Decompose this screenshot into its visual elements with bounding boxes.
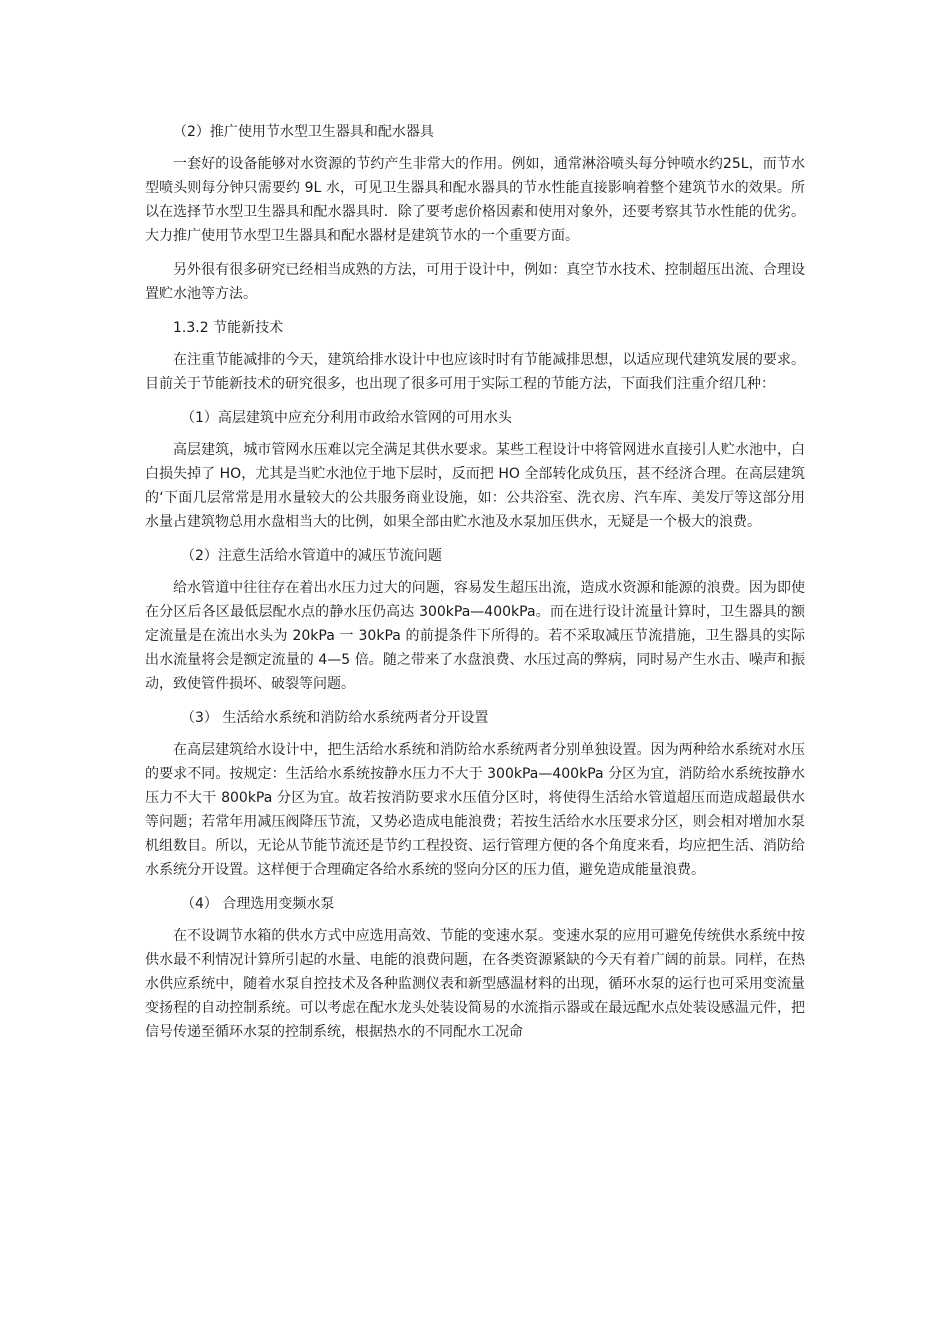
paragraph: 给水管道中往往存在着出水压力过大的问题，容易发生超压出流，造成水资源和能源的浪费。因为即使在分区后各区最低层配水点的静水压仍高达 300kPa—400kPa。而在进行设计流量计算时，卫生器具的额定流量是在流出水头为 20kPa 一 30kPa 的前提条件下所得的。若不采取减压节流措施，卫生器具的实际出水流量将会是额定流量的 4—5 倍。随之带来了水盘浪费、水压过高的弊病，同时易产生水击、噪声和振动，致使管件损坏、破裂等问题。: [145, 580, 805, 692]
section-heading: （1）高层建筑中应充分利用市政给水管网的可用水头: [181, 410, 512, 426]
paragraph: 另外很有很多研究已经相当成熟的方法，可用于设计中，例如：真空节水技术、控制超压出流、合理设置贮水池等方法。: [145, 262, 805, 302]
section-heading: （2）注意生活给水管道中的减压节流问题: [181, 548, 442, 564]
document-page: [145, 120, 805, 1054]
section-heading: （4） 合理选用变频水泵: [181, 896, 335, 912]
section-heading: （2）推广使用节水型卫生器具和配水器具: [173, 124, 434, 140]
paragraph: 在注重节能减排的今天，建筑给排水设计中也应该时时有节能减排思想，以适应现代建筑发展的要求。目前关于节能新技术的研究很多，也出现了很多可用于实际工程的节能方法，下面我们注重介绍几种：: [145, 352, 805, 392]
paragraph: 一套好的设备能够对水资源的节约产生非常大的作用。例如，通常淋浴喷头每分钟喷水约25L，而节水型喷头则每分钟只需要约 9L 水，可见卫生器具和配水器具的节水性能直接影响着整个建筑节水的效果。所以在选择节水型卫生器具和配水器具时．除了要考虑价格因素和使用对象外，还要考察其节水性能的优劣。大力推广使用节水型卫生器具和配水器材是建筑节水的一个重要方面。: [145, 156, 805, 244]
paragraph: 高层建筑，城市管网水压难以完全满足其供水要求。某些工程设计中将管网进水直接引人贮水池中，白白损失掉了 HO，尤其是当贮水池位于地下层时，反而把 HO 全部转化成负压，甚不经济合理。在高层建筑的‘下面几层常常是用水量较大的公共服务商业设施，如：公共浴室、洗衣房、汽车库、美发厅等这部分用水量占建筑物总用水盘相当大的比例，如果全部由贮水池及水泵加压供水，无疑是一个极大的浪费。: [145, 442, 805, 530]
section-heading: 1.3.2 节能新技术: [173, 320, 284, 336]
paragraph: 在高层建筑给水设计中，把生活给水系统和消防给水系统两者分别单独设置。因为两种给水系统对水压的要求不同。按规定：生活给水系统按静水压力不大于 300kPa—400kPa 分区为宜，消防给水系统按静水压力不大干 800kPa 分区为宜。故若按消防要求水压值分区时，将使得生活给水管道超压而造成超最供水等问题；若常年用减压阀降压节流，又势必造成电能浪费；若按生活给水水压要求分区，则会相对增加水泵机组数目。所以，无论从节能节流还是节约工程投资、运行管理方便的各个角度来看，均应把生活、消防给水系统分开设置。这样便于合理确定各给水系统的竖向分区的压力值，避免造成能量浪费。: [145, 742, 805, 878]
paragraph: 在不设调节水箱的供水方式中应选用高效、节能的变速水泵。变速水泵的应用可避免传统供水系统中按供水最不利情况计算所引起的水量、电能的浪费问题，在各类资源紧缺的今天有着广阔的前景。同样，在热水供应系统中，随着水泵自控技术及各种监测仪表和新型感温材料的出现，循环水泵的运行也可采用变流量变扬程的自动控制系统。可以考虑在配水龙头处装设简易的水流指示器或在最远配水点处装设感温元件，把信号传递至循环水泵的控制系统，根据热水的不同配水工况命: [145, 928, 805, 1040]
section-heading: （3） 生活给水系统和消防给水系统两者分开设置: [181, 710, 489, 726]
